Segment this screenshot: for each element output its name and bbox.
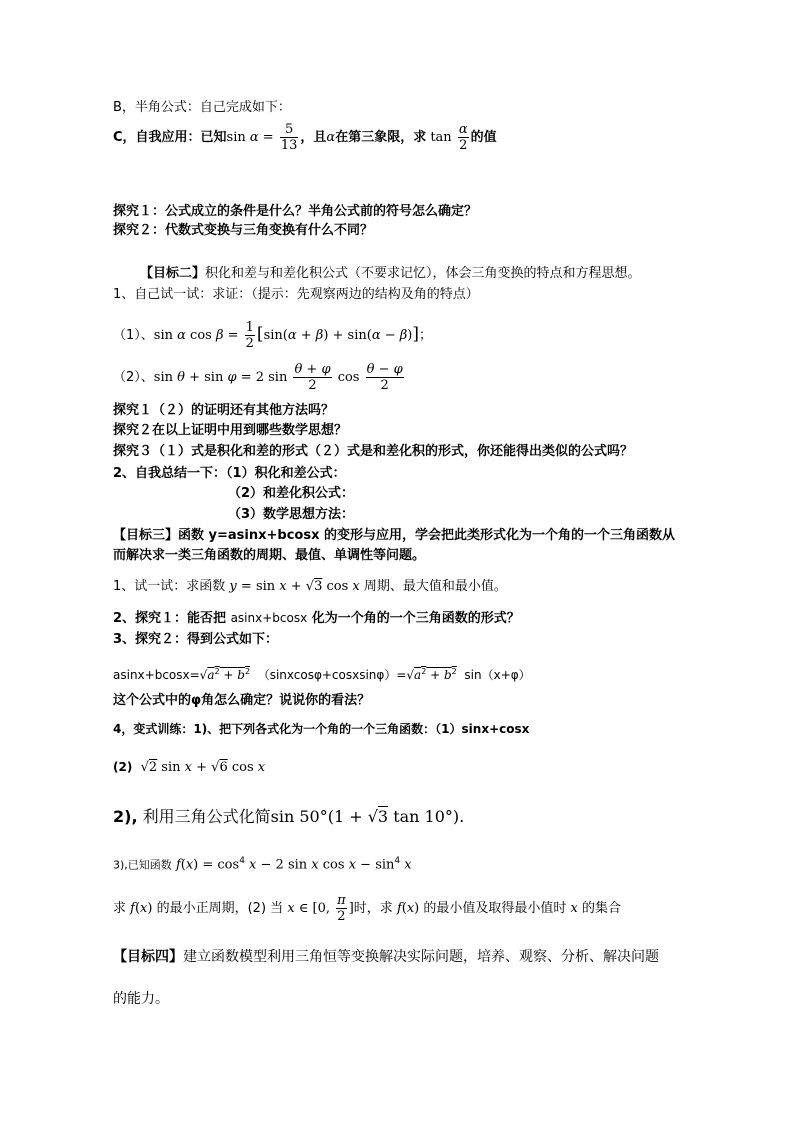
goal-4-text-1: 建立函数模型利用三角恒等变换解决实际问题，培养、观察、分析、解决问题 bbox=[183, 949, 659, 965]
g3-explore-2: 3、探究２：得到公式如下： bbox=[113, 632, 279, 647]
goal-2-heading: 【目标二】 bbox=[140, 266, 206, 281]
goal-2-line bbox=[140, 265, 641, 283]
variant-2-line: (2) √2 sin x + √6 cos x bbox=[113, 760, 266, 775]
problem-3-line: 3),已知函数 $f(x) = \cos^4 x - 2$ sin x $\cos x - \sin^4 x$ bbox=[113, 856, 412, 873]
question-1: 探究１（２）的证明还有其他方法吗？ bbox=[113, 403, 335, 418]
goal-3-text-2: 而解决求一类三角函数的周期、最值、单调性等问题。 bbox=[113, 548, 426, 563]
section-c-line: C，自我应用：已知sin α = $\frac{5}{13}$ ，且α在第三象限，求 tan $\frac{\alpha}{2}$ 的值 bbox=[113, 122, 497, 153]
try-1: 1、自己试一试：求证：（提示：先观察两边的结构及角的特点） bbox=[113, 287, 479, 302]
summary-2: （2）和差化积公式： bbox=[228, 486, 355, 501]
section-b-line bbox=[113, 99, 291, 117]
problem-2-line: 2), 利用三角公式化简sin 50°(1 + √3 tan 10°). bbox=[113, 807, 465, 826]
problem-3b-line: 求 f(x) 的最小正周期，(2) 当 x ∈ [0, $\frac{\pi}{2}$ ]时，求 f(x) 的最小值及取得最小值时 x 的集合 bbox=[113, 893, 622, 924]
formula-part-3: sin（x+φ） bbox=[464, 668, 531, 682]
equation-2-label: （2）、 bbox=[113, 370, 154, 385]
problem-3b-text-3: 时，求 bbox=[353, 901, 393, 916]
problem-3b-text-4: 的最小值及取得最小值时 bbox=[423, 901, 567, 916]
fraction-1-2: $\frac{1}{2}$ bbox=[245, 320, 254, 351]
aux-angle-formula: $asinx+bcosx=√a^2 + b^2$ $(sinxcos\varphi+cosxsin\varphi)=√a^2 + b^2$ sin（x+φ） bbox=[113, 667, 531, 682]
fraction-theta-plus-phi: $\frac{\theta + \varphi}{2}$ bbox=[294, 362, 331, 393]
goal-3-heading: 【目标三】 bbox=[113, 528, 179, 543]
equation-1-label: （1）、 bbox=[113, 328, 154, 343]
goal-4-text-2: 的能力。 bbox=[113, 991, 169, 1007]
fraction-alpha-2: $\frac{\alpha}{2}$ bbox=[458, 122, 468, 153]
formula-part-2: （sinxcosφ+cosxsinφ）= bbox=[257, 668, 407, 682]
g3-try-text-2: 周期、最大值和最小值。 bbox=[363, 579, 507, 594]
fraction-pi-2: $\frac{\pi}{2}$ bbox=[337, 893, 346, 924]
goal-3-text-1: 函数 y=asinx+bcosx 的变形与应用，学会把此类形式化为一个角的一个三角函数从 bbox=[178, 528, 675, 543]
summary-1: 2、自我总结一下：（1）积化和差公式： bbox=[113, 466, 346, 481]
goal-3-line-1 bbox=[113, 527, 675, 545]
problem-2-label: 2), bbox=[113, 807, 138, 826]
g3-explore-1-text-2: 化为一个角的一个三角函数的形式？ bbox=[311, 611, 520, 626]
problem-3b-text-5: 的集合 bbox=[582, 901, 622, 916]
section-c-text-1: C，自我应用：已知 bbox=[113, 130, 227, 145]
problem-2-text: 利用三角公式化简 bbox=[142, 807, 271, 826]
question-3: 探究３（１）式是积化和差的形式（２）式是和差化积的形式，你还能得出类似的公式吗？ bbox=[113, 444, 634, 459]
g3-try-text-1: 1、试一试：求函数 bbox=[113, 579, 226, 594]
g3-explore-1-expr: asinx+bcosx bbox=[230, 611, 308, 625]
tanjiu-2: 探究２：代数式变换与三角变换有什么不同？ bbox=[113, 223, 374, 238]
section-c-text-2: ，且 bbox=[300, 130, 327, 145]
variant-2-label: (2) bbox=[113, 760, 133, 774]
problem-3-label: 3),已知函数 bbox=[113, 858, 172, 872]
section-c-text-4: 的值 bbox=[470, 130, 497, 145]
g3-try-line: 1、试一试：求函数 y = sin x + √3 cos x 周期、最大值和最小值。 bbox=[113, 579, 507, 594]
question-2: 探究２在以上证明中用到哪些数学思想？ bbox=[113, 423, 348, 438]
fraction-theta-minus-phi: $\frac{\theta - \varphi}{2}$ bbox=[366, 362, 403, 393]
fraction-5-13: $\frac{5}{13}$ bbox=[280, 122, 298, 153]
equation-2: （2）、sin θ + sin φ = 2 sin $\frac{\theta + \varphi}{2}$ cos $\frac{\theta - \varphi}{2}$ bbox=[113, 362, 403, 393]
g3-explore-1-text-1: 2、探究１：能否把 bbox=[113, 611, 227, 626]
problem-3b-text-2: 的最小正周期，(2) 当 bbox=[156, 901, 284, 916]
equation-1: （1）、sin α cos β = $\frac{1}{2}$ [sin(α + β) + sin(α − β)]； bbox=[113, 320, 433, 351]
section-b-text: B，半角公式：自己完成如下： bbox=[113, 100, 291, 115]
problem-3b-text-1: 求 bbox=[113, 901, 127, 916]
goal-4-line-1 bbox=[113, 948, 659, 966]
variant-training: 4，变式训练：1)、把下列各式化为一个角的一个三角函数：（1）sinx+cosx bbox=[113, 722, 530, 736]
tanjiu-1: 探究１：公式成立的条件是什么？半角公式前的符号怎么确定？ bbox=[113, 204, 478, 219]
formula-part-1: asinx+bcosx= bbox=[113, 668, 200, 682]
g3-explore-1 bbox=[113, 609, 520, 628]
phi-question: 这个公式中的φ角怎么确定？说说你的看法？ bbox=[113, 693, 371, 708]
section-c-text-3: 在第三象限，求 bbox=[335, 130, 427, 145]
goal-4-heading: 【目标四】 bbox=[113, 949, 183, 965]
goal-2-text: 积化和差与和差化积公式（不要求记忆），体会三角变换的特点和方程思想。 bbox=[205, 266, 641, 281]
summary-3: （3）数学思想方法： bbox=[228, 507, 355, 522]
